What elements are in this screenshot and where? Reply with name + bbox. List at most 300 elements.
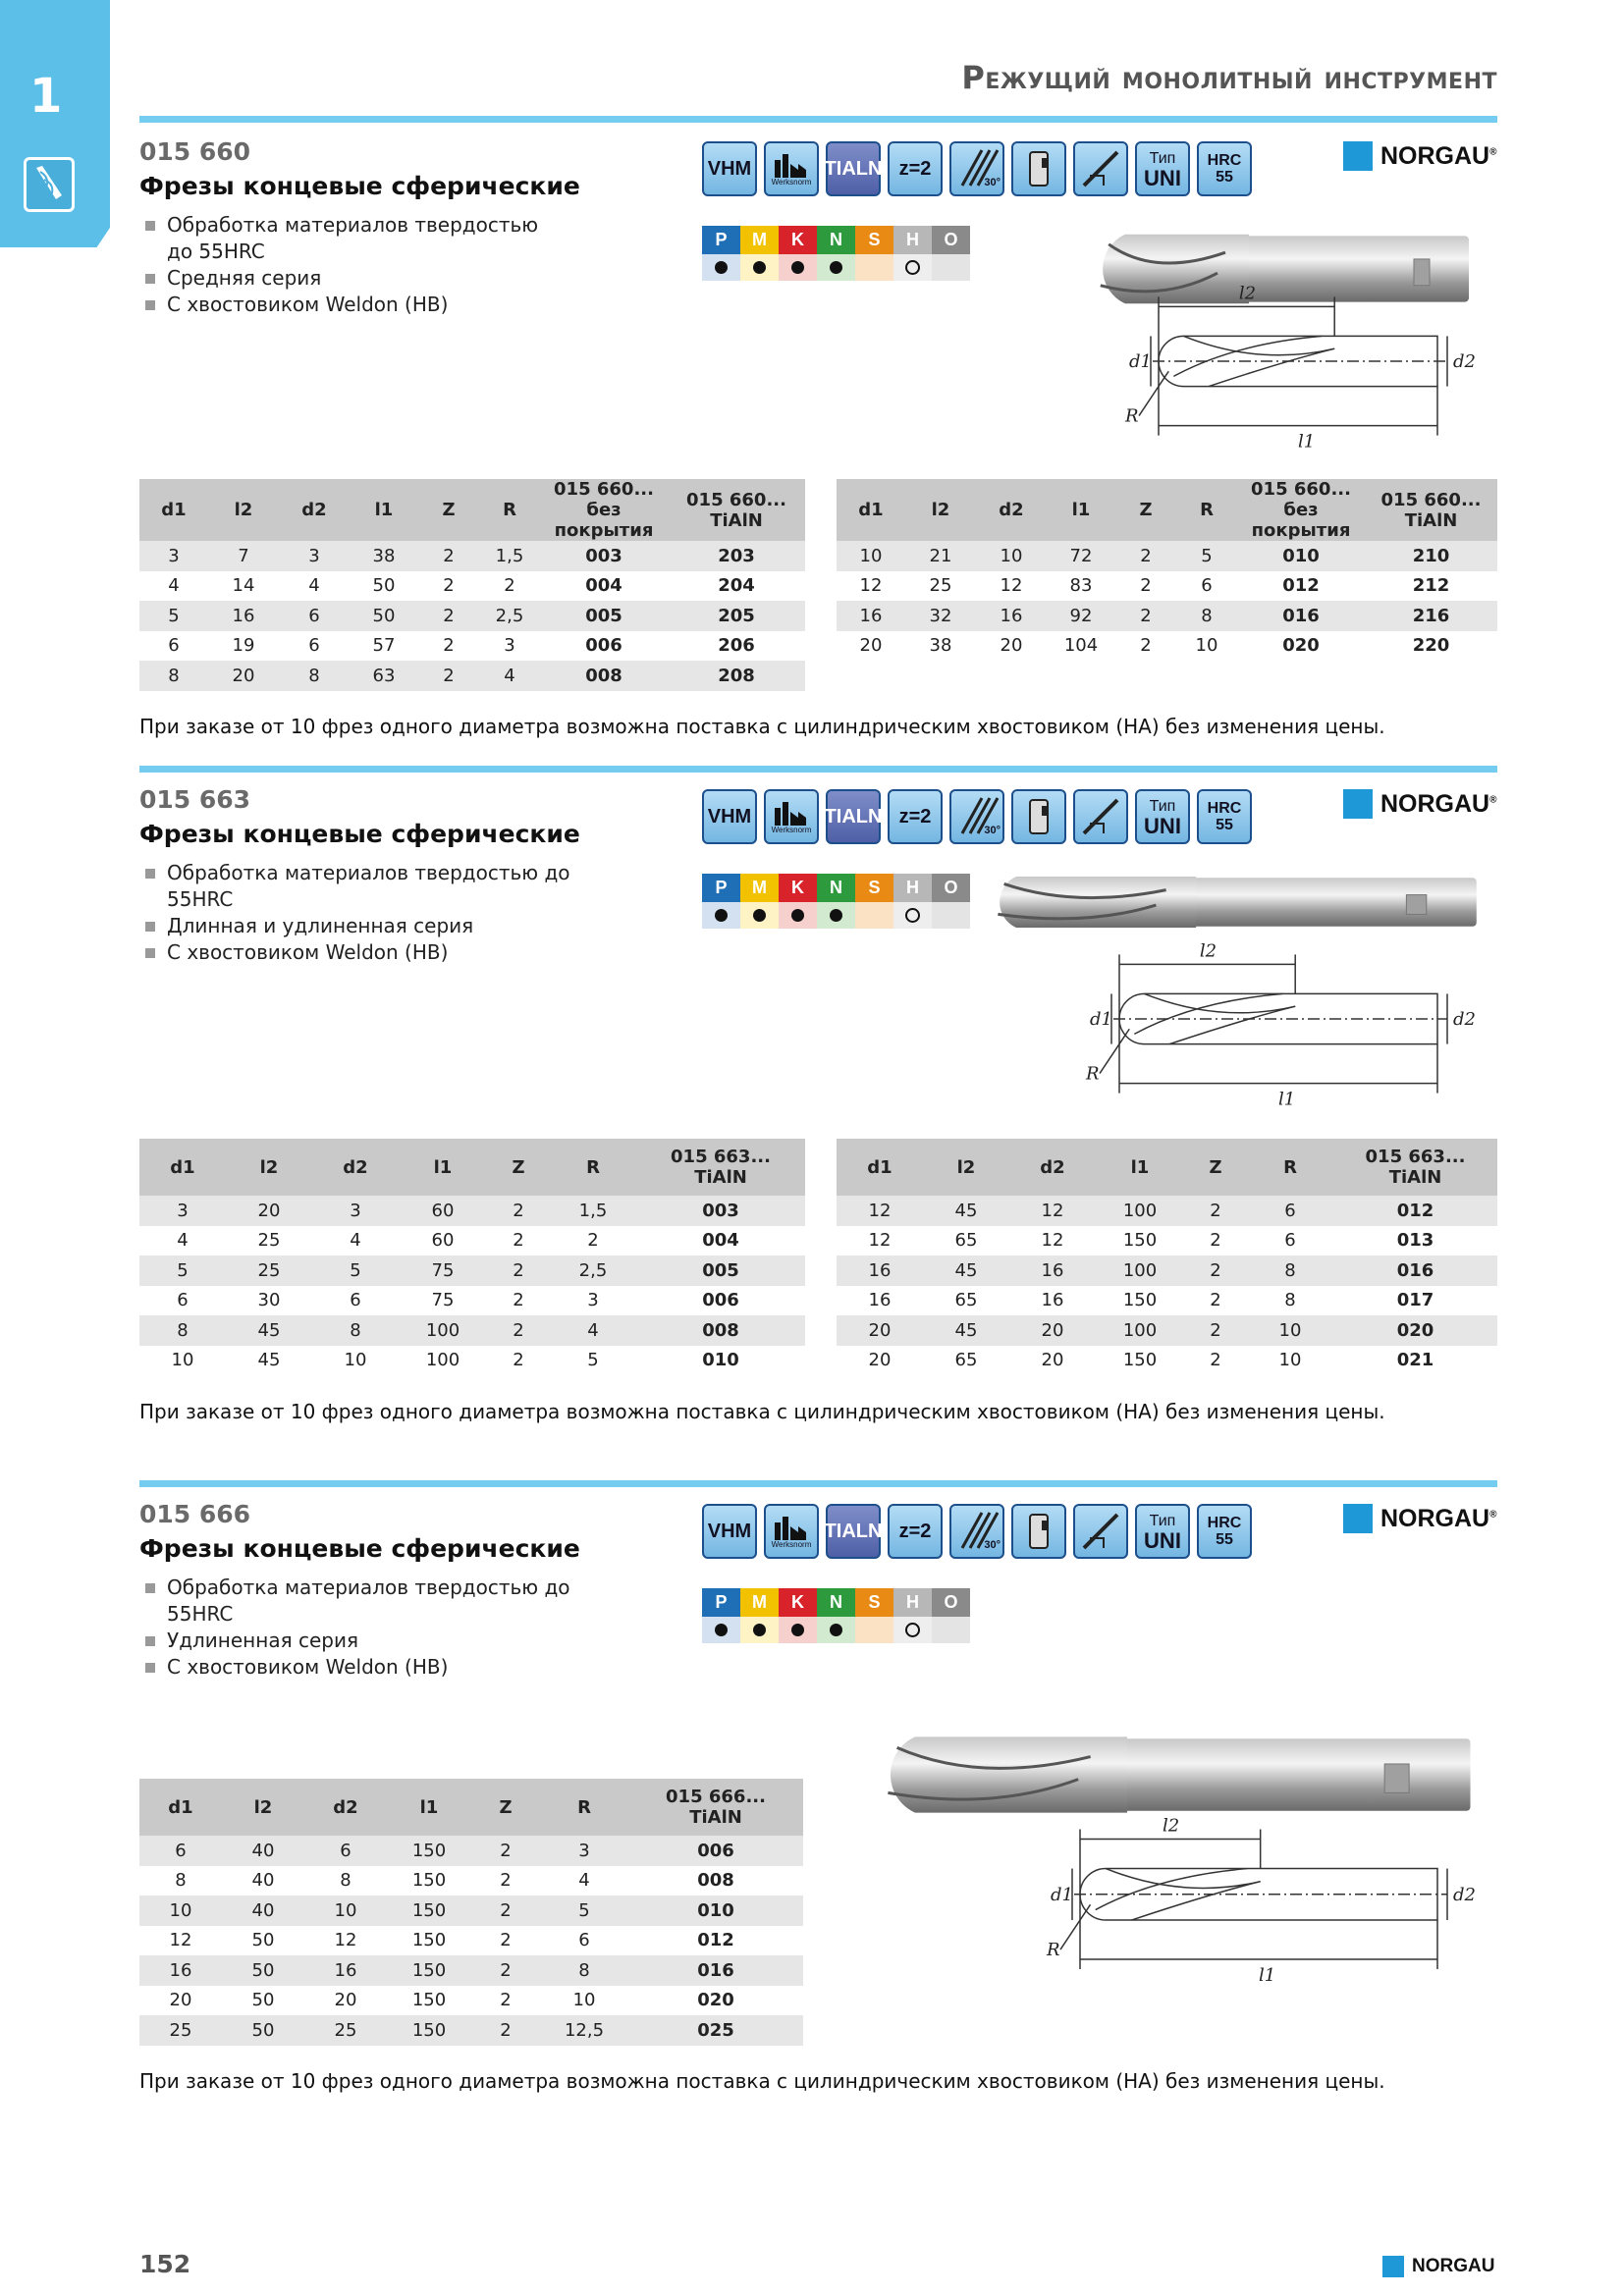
column-header-line: d2	[999, 500, 1024, 520]
type-label: Тип	[1149, 798, 1176, 815]
table-cell: 60	[431, 1230, 455, 1252]
material-suitability	[855, 902, 893, 929]
table-cell: 8	[340, 1870, 352, 1892]
table-cell: 14	[232, 575, 255, 597]
table-cell: 150	[387, 1955, 471, 1986]
table-cell: 021	[1396, 1350, 1434, 1371]
column-header-line: 015 666...	[666, 1787, 766, 1807]
suitable-dot-icon	[791, 261, 804, 274]
werksnorm-label: Werksnorm	[771, 178, 812, 187]
table-cell: 2	[587, 1230, 599, 1252]
table-cell: 8	[312, 1315, 399, 1346]
table-cell: 010	[702, 1350, 739, 1371]
material-suitability	[779, 1617, 817, 1643]
column-header-line: 015 660...	[554, 479, 654, 500]
feature-item: Обработка материалов твердостью до 55HRC	[143, 1575, 615, 1628]
column-header-line: d1	[161, 500, 187, 520]
material-suitability	[702, 254, 740, 281]
table-cell: 6	[1201, 575, 1213, 597]
column-header-line: d1	[867, 1156, 893, 1178]
column-header-line: R	[577, 1796, 591, 1818]
dimension-drawing	[1119, 283, 1476, 453]
table-cell: 020	[1333, 1315, 1497, 1346]
column-header-line: Z	[512, 1156, 525, 1178]
table-row	[139, 1836, 803, 1866]
hrc-badge	[1197, 789, 1252, 844]
table-cell: 003	[540, 541, 668, 571]
table-cell: 50	[251, 1930, 275, 1951]
ball-nose-icon	[1073, 141, 1128, 196]
table-row	[837, 631, 1497, 662]
column-header	[222, 1779, 304, 1836]
type-value: UNI	[1144, 1528, 1181, 1553]
spec-table	[837, 1139, 1497, 1375]
table-cell: 7	[208, 541, 279, 571]
column-header	[905, 479, 976, 541]
table-cell: 38	[350, 541, 418, 571]
shank-type-icon	[1011, 1504, 1066, 1559]
table-cell: 10	[572, 1990, 596, 2011]
table-cell: 2	[513, 1230, 524, 1252]
table-cell: 92	[1047, 601, 1115, 631]
end-mill-icon	[24, 157, 75, 212]
table-cell: 16	[868, 1290, 892, 1311]
table-cell: 38	[929, 635, 952, 657]
material-suitability	[855, 254, 893, 281]
material-suitability	[779, 254, 817, 281]
material-group-o: O	[932, 226, 970, 254]
helix-angle-label: 30°	[984, 1539, 1001, 1551]
table-cell: 10	[344, 1350, 367, 1371]
table-cell: 10	[304, 1896, 387, 1926]
registered-mark: ®	[1489, 146, 1497, 158]
svg-text:R: R	[1125, 405, 1139, 427]
column-header	[279, 479, 350, 541]
table-cell: 100	[1096, 1255, 1184, 1286]
column-header	[550, 1139, 636, 1196]
table-cell: 8	[139, 661, 208, 691]
table-cell: 83	[1069, 575, 1093, 597]
table-row	[139, 661, 805, 691]
table-cell: 20	[226, 1196, 312, 1226]
table-cell: 2	[1184, 1196, 1247, 1226]
table-cell: 2	[471, 1896, 540, 1926]
suitable-dot-icon	[830, 1624, 842, 1636]
type-uni-badge	[1135, 141, 1190, 196]
vhm-badge: VHM	[702, 1504, 757, 1559]
table-cell: 016	[628, 1955, 803, 1986]
table-cell: 6	[578, 1930, 590, 1951]
table-row	[837, 1226, 1497, 1256]
table-cell: 005	[636, 1255, 805, 1286]
table-cell: 020	[1282, 635, 1320, 657]
table-cell: 16	[976, 601, 1047, 631]
table-cell: 12	[1041, 1230, 1064, 1252]
column-header-line: l2	[931, 500, 950, 520]
suitable-dot-icon	[753, 1624, 766, 1636]
table-cell: 4	[308, 575, 320, 597]
column-header-line: TiAlN	[694, 1167, 747, 1188]
section-divider	[139, 1480, 1497, 1487]
table-cell: 205	[668, 601, 805, 631]
column-header	[668, 479, 805, 541]
spec-table	[139, 479, 805, 691]
material-group-m: M	[740, 1588, 779, 1617]
column-header-line: 015 663...	[671, 1147, 771, 1167]
table-cell: 45	[923, 1196, 1009, 1226]
column-header	[1333, 1139, 1497, 1196]
table-cell: 2	[471, 2015, 540, 2046]
column-header-line: d2	[1040, 1156, 1065, 1178]
table-cell: 32	[905, 601, 976, 631]
column-header-line: Z	[442, 500, 456, 520]
table-cell: 1,5	[479, 541, 540, 571]
table-cell: 16	[208, 601, 279, 631]
material-suitability	[855, 1617, 893, 1643]
table-cell: 210	[1365, 541, 1497, 571]
table-cell: 150	[387, 1896, 471, 1926]
table-cell: 150	[411, 1870, 447, 1892]
table-cell: 206	[718, 635, 755, 657]
brand-square-icon	[1343, 789, 1373, 819]
material-suitability	[779, 902, 817, 929]
shank-type-icon	[1011, 789, 1066, 844]
table-cell: 5	[139, 1255, 226, 1286]
table-cell: 100	[425, 1350, 460, 1371]
brand-name: NORGAU®	[1380, 141, 1497, 170]
table-cell: 45	[257, 1350, 281, 1371]
table-cell: 25	[257, 1230, 281, 1252]
column-header-line: l1	[1130, 1156, 1150, 1178]
table-cell: 006	[585, 635, 622, 657]
column-header-line: TiAlN	[1404, 509, 1458, 531]
table-cell: 57	[372, 635, 396, 657]
table-cell: 6	[1247, 1196, 1333, 1226]
helix-angle-label: 30°	[984, 177, 1001, 188]
vhm-badge: VHM	[702, 789, 757, 844]
table-row	[837, 1346, 1497, 1376]
table-cell: 012	[697, 1930, 734, 1951]
table-cell: 10	[139, 1896, 222, 1926]
material-group-n: N	[817, 226, 855, 254]
material-group-k: K	[779, 226, 817, 254]
column-header	[1365, 479, 1497, 541]
material-group-n: N	[817, 1588, 855, 1617]
table-cell: 8	[1284, 1290, 1296, 1311]
table-cell: 20	[837, 1315, 923, 1346]
svg-text:l1: l1	[1259, 1965, 1276, 1987]
table-cell: 75	[399, 1255, 487, 1286]
registered-mark: ®	[1489, 794, 1497, 806]
table-cell: 10	[1278, 1350, 1302, 1371]
material-group-k: K	[779, 1588, 817, 1617]
table-row	[139, 1255, 805, 1286]
table-cell: 008	[636, 1315, 805, 1346]
hrc-label: HRC	[1207, 800, 1242, 817]
table-row	[139, 1286, 805, 1316]
column-header	[471, 1779, 540, 1836]
helix-angle-label: 30°	[984, 825, 1001, 836]
table-cell: 2	[513, 1350, 524, 1371]
table-row	[837, 1286, 1497, 1316]
table-cell: 008	[540, 661, 668, 691]
table-cell: 3	[540, 1836, 628, 1866]
table-cell: 010	[628, 1896, 803, 1926]
material-suitability	[817, 1617, 855, 1643]
column-header	[1009, 1139, 1096, 1196]
table-row	[139, 1926, 803, 1956]
column-header-line: R	[1283, 1156, 1297, 1178]
table-cell: 25	[139, 2015, 222, 2046]
table-cell: 40	[222, 1836, 304, 1866]
material-group-h: H	[893, 226, 932, 254]
column-header-line: 015 660...	[1380, 489, 1482, 510]
table-cell: 20	[334, 1990, 357, 2011]
table-row	[837, 541, 1497, 571]
helix-angle-badge	[949, 141, 1004, 196]
table-cell: 65	[954, 1230, 978, 1252]
brand-logo	[1343, 789, 1496, 819]
table-cell: 025	[628, 2015, 803, 2046]
table-header-row	[837, 479, 1497, 541]
table-cell: 150	[1122, 1350, 1158, 1371]
type-uni-badge	[1135, 1504, 1190, 1559]
table-cell: 12	[859, 575, 883, 597]
suitable-dot-icon	[753, 261, 766, 274]
table-row	[139, 1866, 803, 1896]
table-cell: 2	[513, 1290, 524, 1311]
table-cell: 50	[350, 601, 418, 631]
feature-list	[143, 860, 615, 966]
column-header	[540, 479, 668, 541]
table-cell: 20	[208, 661, 279, 691]
column-header-line: Z	[1139, 500, 1153, 520]
table-cell: 12	[334, 1930, 357, 1951]
property-badges	[702, 141, 1252, 196]
table-cell: 6	[308, 635, 320, 657]
svg-text:l2: l2	[1238, 283, 1257, 304]
suitable-dot-icon	[715, 909, 728, 922]
table-cell: 20	[169, 1990, 192, 2011]
table-cell: 12	[169, 1930, 192, 1951]
table-row	[139, 2015, 803, 2046]
column-header-line: Z	[1209, 1156, 1222, 1178]
column-header	[304, 1779, 387, 1836]
material-group-o: O	[932, 874, 970, 902]
type-value: UNI	[1144, 166, 1181, 190]
hrc-value: 55	[1216, 817, 1233, 833]
type-label: Тип	[1149, 1513, 1176, 1529]
table-header-row	[837, 1139, 1497, 1196]
table-cell: 8	[540, 1955, 628, 1986]
column-header-line: 015 660...	[686, 489, 786, 510]
column-header	[226, 1139, 312, 1196]
column-header	[837, 1139, 923, 1196]
table-cell: 150	[1122, 1290, 1158, 1311]
table-cell: 16	[837, 1255, 923, 1286]
column-header-line: R	[586, 1156, 600, 1178]
table-row	[139, 631, 805, 662]
material-group-m: M	[740, 226, 779, 254]
tool-photo	[870, 1730, 1483, 1820]
table-cell: 006	[628, 1836, 803, 1866]
material-group-s: S	[855, 874, 893, 902]
material-suitability	[740, 1617, 779, 1643]
table-cell: 3	[312, 1196, 399, 1226]
table-cell: 5	[1176, 541, 1237, 571]
column-header-line: 015 660...	[1251, 479, 1351, 500]
column-header	[312, 1139, 399, 1196]
table-cell: 2	[500, 1870, 512, 1892]
page-title: Режущий монолитный инструмент	[961, 59, 1497, 96]
table-cell: 003	[636, 1196, 805, 1226]
werksnorm-label: Werksnorm	[771, 826, 812, 834]
table-cell: 150	[1122, 1230, 1158, 1252]
column-header	[837, 479, 905, 541]
table-cell: 8	[1176, 601, 1237, 631]
table-cell: 004	[702, 1230, 739, 1252]
material-group-k: K	[779, 874, 817, 902]
material-suitability	[702, 902, 740, 929]
table-cell: 12	[868, 1230, 892, 1252]
brand-name: NORGAU®	[1380, 789, 1497, 818]
table-cell: 4	[479, 661, 540, 691]
flutes-badge: z=2	[888, 789, 943, 844]
table-cell: 25	[226, 1255, 312, 1286]
table-cell: 004	[585, 575, 622, 597]
table-cell: 1,5	[550, 1196, 636, 1226]
table-row	[139, 1196, 805, 1226]
table-cell: 016	[1333, 1255, 1497, 1286]
table-cell: 65	[954, 1290, 978, 1311]
column-header-line: TiAlN	[689, 1807, 742, 1828]
material-suitability	[893, 254, 932, 281]
material-suitability	[932, 1617, 970, 1643]
table-cell: 150	[411, 1990, 447, 2011]
brand-square-icon	[1343, 141, 1373, 171]
table-cell: 2	[1115, 601, 1176, 631]
page-number: 152	[139, 2250, 191, 2278]
material-suitability	[932, 254, 970, 281]
table-row	[139, 601, 805, 631]
suitable-dot-icon	[791, 909, 804, 922]
table-cell: 2	[504, 575, 515, 597]
material-suitability	[740, 902, 779, 929]
column-header	[418, 479, 479, 541]
table-cell: 10	[837, 541, 905, 571]
table-cell: 4	[578, 1870, 590, 1892]
limited-ring-icon	[905, 260, 920, 275]
material-group-s: S	[855, 1588, 893, 1617]
table-cell: 2	[471, 1836, 540, 1866]
table-cell: 2	[1115, 541, 1176, 571]
suitable-dot-icon	[715, 1624, 728, 1636]
feature-list	[143, 212, 556, 318]
column-header	[923, 1139, 1009, 1196]
table-row	[139, 1226, 805, 1256]
table-cell: 25	[929, 575, 952, 597]
product-code: 015 663	[139, 785, 251, 814]
column-header-line: R	[503, 500, 516, 520]
product-title: Фрезы концевые сферические	[139, 172, 580, 200]
column-header	[139, 1779, 222, 1836]
material-group-p: P	[702, 1588, 740, 1617]
table-cell: 63	[350, 661, 418, 691]
table-row	[139, 1346, 805, 1376]
brand-logo	[1343, 141, 1496, 171]
type-value: UNI	[1144, 814, 1181, 838]
table-cell: 20	[859, 635, 883, 657]
table-cell: 10	[171, 1350, 194, 1371]
table-cell: 010	[1237, 541, 1365, 571]
material-suitability	[893, 1617, 932, 1643]
brand-square-icon	[1382, 2256, 1404, 2277]
column-header-line: TiAlN	[1388, 1167, 1442, 1188]
column-header-line: d1	[858, 500, 884, 520]
column-header-line: l1	[419, 1796, 439, 1818]
table-cell: 4	[550, 1315, 636, 1346]
chapter-number: 1	[29, 69, 63, 124]
column-header-line: l2	[259, 1156, 279, 1178]
table-cell: 008	[697, 1870, 734, 1892]
table-row	[837, 1196, 1497, 1226]
table-cell: 2	[500, 1990, 512, 2011]
svg-text:l1: l1	[1298, 431, 1316, 453]
table-cell: 16	[139, 1955, 222, 1986]
table-cell: 5	[587, 1350, 599, 1371]
table-cell: 212	[1412, 575, 1450, 597]
feature-item: Обработка материалов твердостью до 55HRC	[143, 212, 556, 265]
column-header	[540, 1779, 628, 1836]
table-cell: 6	[304, 1836, 387, 1866]
material-group-s: S	[855, 226, 893, 254]
table-cell: 75	[431, 1290, 455, 1311]
table-row	[837, 601, 1497, 631]
table-row	[837, 1315, 1497, 1346]
footer-brand	[1382, 2256, 1494, 2277]
table-cell: 12,5	[540, 2015, 628, 2046]
column-header	[387, 1779, 471, 1836]
table-cell: 8	[1247, 1255, 1333, 1286]
column-header	[479, 479, 540, 541]
helix-angle-badge	[949, 1504, 1004, 1559]
feature-item: С хвостовиком Weldon (HB)	[143, 292, 556, 318]
table-cell: 6	[1284, 1230, 1296, 1252]
suitable-dot-icon	[791, 1624, 804, 1636]
feature-item: Длинная и удлиненная серия	[143, 913, 615, 939]
table-cell: 3	[587, 1290, 599, 1311]
table-cell: 19	[232, 635, 255, 657]
column-header-line: l1	[433, 1156, 453, 1178]
table-cell: 6	[139, 1836, 222, 1866]
spec-table	[837, 479, 1497, 661]
feature-item: Средняя серия	[143, 265, 556, 292]
column-header	[1047, 479, 1115, 541]
column-header-line: d2	[333, 1796, 358, 1818]
material-suitability	[740, 254, 779, 281]
table-header-row	[139, 479, 805, 541]
material-group-o: O	[932, 1588, 970, 1617]
type-label: Тип	[1149, 150, 1176, 167]
table-cell: 016	[1237, 601, 1365, 631]
svg-text:R: R	[1047, 1940, 1060, 1961]
spec-table	[139, 1139, 805, 1375]
column-header-line: 015 663...	[1365, 1147, 1466, 1167]
hrc-value: 55	[1216, 1531, 1233, 1548]
table-cell: 2	[471, 1955, 540, 1986]
product-code: 015 666	[139, 1500, 251, 1528]
table-cell: 20	[1009, 1315, 1096, 1346]
